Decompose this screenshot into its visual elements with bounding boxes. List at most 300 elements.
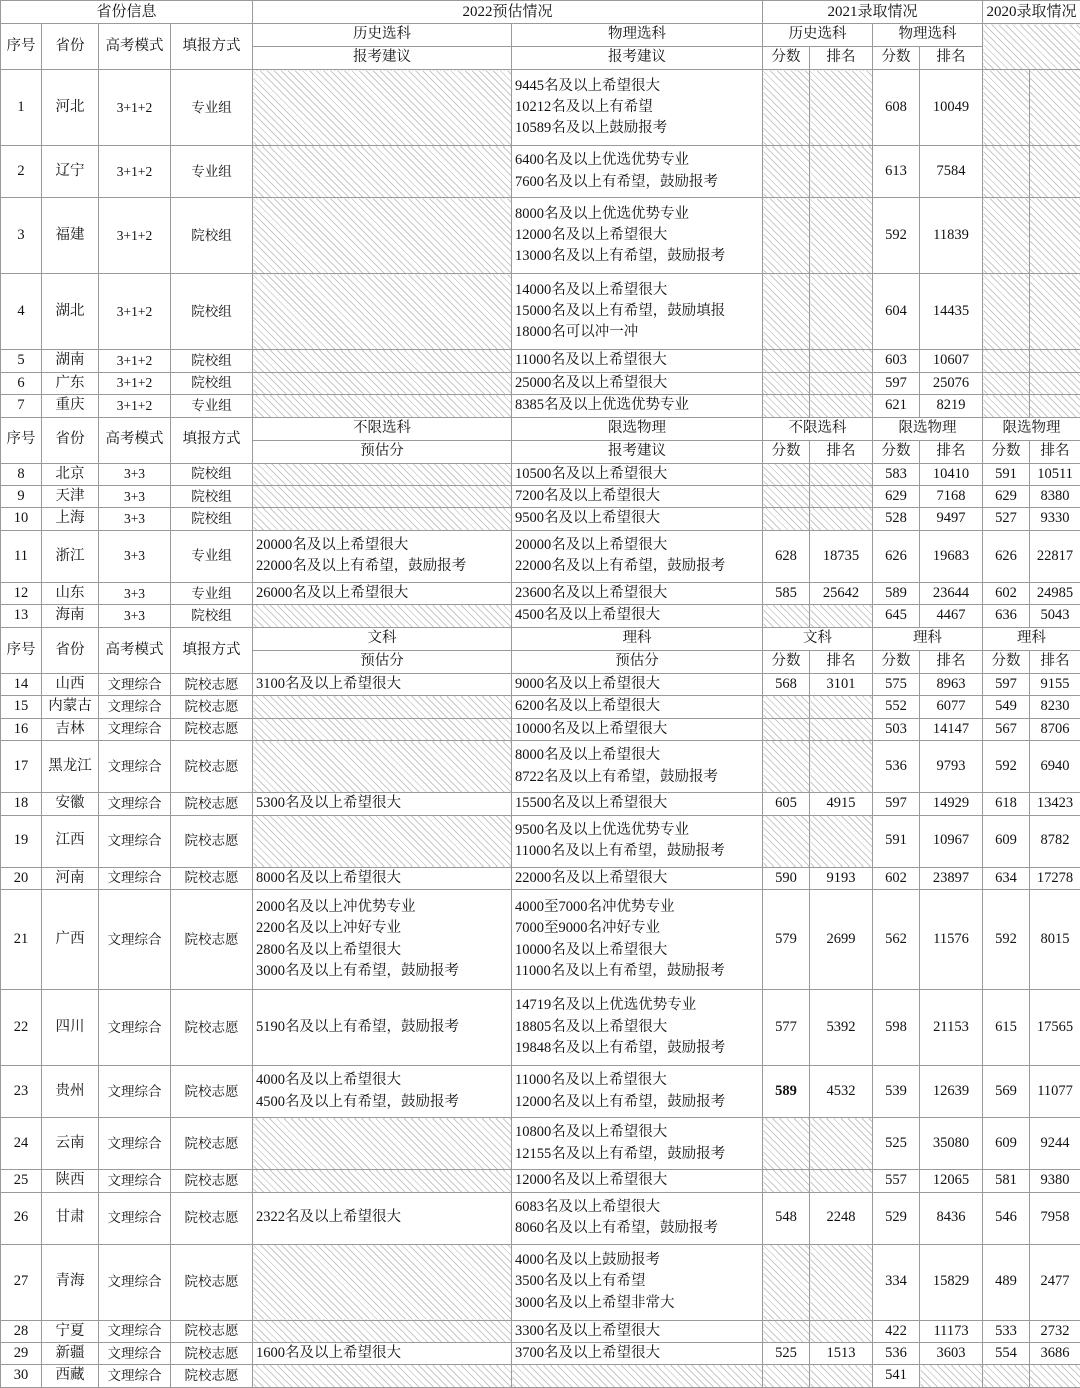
cell-2021-left-rank[interactable] — [810, 1170, 873, 1192]
cell-index[interactable]: 29 — [1, 1342, 42, 1364]
cell-estimate-left[interactable] — [253, 274, 512, 350]
cell-estimate-right[interactable] — [512, 395, 763, 417]
cell-estimate-left[interactable] — [253, 673, 512, 695]
cell-estimate-left[interactable] — [253, 530, 512, 582]
table-row[interactable] — [1, 1342, 1080, 1364]
cell-2021-right-rank[interactable]: 8219 — [920, 395, 983, 417]
cell-index[interactable]: 5 — [1, 350, 42, 372]
cell-2021-right-rank[interactable]: 19683 — [920, 530, 983, 582]
cell-2021-right-rank[interactable]: 11173 — [920, 1320, 983, 1342]
cell-estimate-right[interactable] — [512, 1192, 763, 1244]
cell-province[interactable]: 青海 — [42, 1244, 99, 1320]
cell-2021-right-score[interactable]: 334 — [873, 1244, 920, 1320]
cell-gaokao-mode[interactable]: 3+1+2 — [99, 274, 171, 350]
cell-2021-left-score[interactable] — [763, 372, 810, 394]
cell-2021-right-score[interactable]: 629 — [873, 486, 920, 508]
table-row[interactable] — [1, 741, 1080, 793]
cell-apply-mode[interactable]: 院校组 — [171, 508, 253, 530]
cell-index[interactable]: 17 — [1, 741, 42, 793]
cell-2020-rank[interactable] — [1030, 350, 1080, 372]
cell-index[interactable]: 18 — [1, 793, 42, 815]
cell-2021-left-score[interactable] — [763, 718, 810, 740]
cell-estimate-right[interactable] — [512, 990, 763, 1066]
cell-estimate-left[interactable] — [253, 1170, 512, 1192]
cell-2020-score[interactable]: 629 — [983, 486, 1030, 508]
cell-index[interactable]: 20 — [1, 867, 42, 889]
table-row[interactable] — [1, 718, 1080, 740]
cell-2020-score[interactable]: 602 — [983, 582, 1030, 604]
cell-2021-right-score[interactable]: 597 — [873, 372, 920, 394]
cell-2021-right-score[interactable]: 604 — [873, 274, 920, 350]
cell-index[interactable]: 14 — [1, 673, 42, 695]
cell-estimate-left[interactable] — [253, 395, 512, 417]
cell-index[interactable]: 27 — [1, 1244, 42, 1320]
cell-province[interactable]: 内蒙古 — [42, 696, 99, 718]
cell-2021-right-score[interactable]: 557 — [873, 1170, 920, 1192]
cell-estimate-right[interactable] — [512, 1320, 763, 1342]
cell-2021-right-rank[interactable]: 12065 — [920, 1170, 983, 1192]
cell-province[interactable]: 陕西 — [42, 1170, 99, 1192]
cell-apply-mode[interactable]: 院校志愿 — [171, 673, 253, 695]
cell-2021-right-rank[interactable]: 12639 — [920, 1066, 983, 1118]
cell-estimate-left[interactable] — [253, 793, 512, 815]
cell-2020-rank[interactable]: 7958 — [1030, 1192, 1080, 1244]
cell-province[interactable]: 四川 — [42, 990, 99, 1066]
cell-estimate-right[interactable] — [512, 673, 763, 695]
table-row[interactable] — [1, 1170, 1080, 1192]
cell-estimate-right[interactable] — [512, 1118, 763, 1170]
cell-2020-rank[interactable]: 6940 — [1030, 741, 1080, 793]
cell-2020-score[interactable]: 546 — [983, 1192, 1030, 1244]
cell-estimate-right[interactable] — [512, 1170, 763, 1192]
cell-estimate-left[interactable] — [253, 815, 512, 867]
cell-2020-rank[interactable]: 8782 — [1030, 815, 1080, 867]
table-row[interactable] — [1, 867, 1080, 889]
cell-2020-rank[interactable] — [1030, 1365, 1080, 1387]
cell-2021-left-score[interactable] — [763, 1365, 810, 1387]
cell-estimate-left[interactable] — [253, 1320, 512, 1342]
cell-gaokao-mode[interactable]: 文理综合 — [99, 890, 171, 990]
cell-estimate-left[interactable] — [253, 1244, 512, 1320]
cell-2021-right-score[interactable]: 589 — [873, 582, 920, 604]
cell-gaokao-mode[interactable]: 3+3 — [99, 605, 171, 627]
cell-estimate-left[interactable] — [253, 146, 512, 198]
cell-2021-right-score[interactable]: 528 — [873, 508, 920, 530]
cell-province[interactable]: 山西 — [42, 673, 99, 695]
cell-2020-rank[interactable]: 10511 — [1030, 463, 1080, 485]
cell-gaokao-mode[interactable]: 3+1+2 — [99, 198, 171, 274]
table-row[interactable] — [1, 1192, 1080, 1244]
cell-2021-left-score[interactable] — [763, 1118, 810, 1170]
cell-gaokao-mode[interactable]: 文理综合 — [99, 1320, 171, 1342]
cell-2021-right-score[interactable]: 539 — [873, 1066, 920, 1118]
cell-province[interactable]: 天津 — [42, 486, 99, 508]
cell-estimate-left[interactable] — [253, 198, 512, 274]
cell-2021-left-score[interactable] — [763, 1244, 810, 1320]
cell-2021-right-rank[interactable]: 10607 — [920, 350, 983, 372]
cell-2020-score[interactable]: 592 — [983, 890, 1030, 990]
cell-2021-right-rank[interactable]: 7168 — [920, 486, 983, 508]
cell-2020-score[interactable] — [983, 70, 1030, 146]
cell-apply-mode[interactable]: 院校组 — [171, 274, 253, 350]
cell-2021-left-score[interactable] — [763, 198, 810, 274]
cell-2021-left-rank[interactable] — [810, 1118, 873, 1170]
cell-estimate-right[interactable] — [512, 1342, 763, 1364]
cell-apply-mode[interactable]: 专业组 — [171, 395, 253, 417]
cell-2021-left-score[interactable] — [763, 463, 810, 485]
cell-index[interactable]: 6 — [1, 372, 42, 394]
cell-apply-mode[interactable]: 院校志愿 — [171, 741, 253, 793]
cell-estimate-left[interactable] — [253, 1118, 512, 1170]
cell-gaokao-mode[interactable]: 文理综合 — [99, 1066, 171, 1118]
cell-2020-score[interactable]: 609 — [983, 1118, 1030, 1170]
cell-index[interactable]: 30 — [1, 1365, 42, 1387]
cell-estimate-right[interactable] — [512, 70, 763, 146]
table-row[interactable] — [1, 70, 1080, 146]
cell-province[interactable]: 河南 — [42, 867, 99, 889]
cell-estimate-left[interactable] — [253, 1342, 512, 1364]
cell-index[interactable]: 26 — [1, 1192, 42, 1244]
cell-2021-left-score[interactable] — [763, 70, 810, 146]
cell-2020-rank[interactable]: 17565 — [1030, 990, 1080, 1066]
cell-apply-mode[interactable]: 院校组 — [171, 198, 253, 274]
cell-2020-rank[interactable]: 2732 — [1030, 1320, 1080, 1342]
cell-index[interactable]: 22 — [1, 990, 42, 1066]
cell-index[interactable]: 12 — [1, 582, 42, 604]
cell-2020-score[interactable] — [983, 372, 1030, 394]
cell-province[interactable]: 上海 — [42, 508, 99, 530]
table-row[interactable] — [1, 1320, 1080, 1342]
cell-apply-mode[interactable]: 院校志愿 — [171, 696, 253, 718]
cell-estimate-right[interactable] — [512, 741, 763, 793]
cell-apply-mode[interactable]: 专业组 — [171, 70, 253, 146]
cell-estimate-right[interactable] — [512, 605, 763, 627]
table-row[interactable] — [1, 1365, 1080, 1387]
cell-apply-mode[interactable]: 院校志愿 — [171, 1342, 253, 1364]
cell-2021-left-rank[interactable]: 5392 — [810, 990, 873, 1066]
cell-estimate-left[interactable] — [253, 1066, 512, 1118]
cell-province[interactable]: 安徽 — [42, 793, 99, 815]
cell-province[interactable]: 重庆 — [42, 395, 99, 417]
cell-apply-mode[interactable]: 院校志愿 — [171, 815, 253, 867]
cell-index[interactable]: 15 — [1, 696, 42, 718]
cell-province[interactable]: 黑龙江 — [42, 741, 99, 793]
cell-2020-rank[interactable]: 13423 — [1030, 793, 1080, 815]
cell-gaokao-mode[interactable]: 3+3 — [99, 486, 171, 508]
cell-2020-rank[interactable]: 8706 — [1030, 718, 1080, 740]
cell-2021-right-rank[interactable]: 4467 — [920, 605, 983, 627]
cell-estimate-right[interactable] — [512, 793, 763, 815]
cell-2021-left-score[interactable]: 568 — [763, 673, 810, 695]
cell-province[interactable]: 新疆 — [42, 1342, 99, 1364]
cell-2021-right-score[interactable]: 541 — [873, 1365, 920, 1387]
table-row[interactable] — [1, 530, 1080, 582]
cell-2020-score[interactable]: 592 — [983, 741, 1030, 793]
cell-2020-rank[interactable]: 8015 — [1030, 890, 1080, 990]
cell-2021-left-score[interactable] — [763, 486, 810, 508]
cell-2021-left-rank[interactable] — [810, 70, 873, 146]
cell-2021-left-rank[interactable] — [810, 146, 873, 198]
cell-2021-right-score[interactable]: 536 — [873, 741, 920, 793]
cell-2020-score[interactable]: 591 — [983, 463, 1030, 485]
cell-province[interactable]: 北京 — [42, 463, 99, 485]
cell-gaokao-mode[interactable]: 3+3 — [99, 582, 171, 604]
cell-2021-right-score[interactable]: 626 — [873, 530, 920, 582]
cell-2020-rank[interactable]: 24985 — [1030, 582, 1080, 604]
cell-index[interactable]: 16 — [1, 718, 42, 740]
cell-2021-left-rank[interactable]: 1513 — [810, 1342, 873, 1364]
cell-gaokao-mode[interactable]: 3+1+2 — [99, 395, 171, 417]
cell-2020-score[interactable]: 581 — [983, 1170, 1030, 1192]
cell-index[interactable]: 13 — [1, 605, 42, 627]
cell-estimate-right[interactable] — [512, 718, 763, 740]
cell-province[interactable]: 山东 — [42, 582, 99, 604]
cell-apply-mode[interactable]: 院校志愿 — [171, 867, 253, 889]
cell-2021-right-rank[interactable]: 7584 — [920, 146, 983, 198]
cell-2020-score[interactable]: 533 — [983, 1320, 1030, 1342]
cell-2021-right-score[interactable]: 645 — [873, 605, 920, 627]
cell-province[interactable]: 河北 — [42, 70, 99, 146]
cell-2021-left-score[interactable] — [763, 508, 810, 530]
cell-2021-right-score[interactable]: 583 — [873, 463, 920, 485]
table-row[interactable] — [1, 372, 1080, 394]
cell-gaokao-mode[interactable]: 文理综合 — [99, 1342, 171, 1364]
table-row[interactable] — [1, 1066, 1080, 1118]
cell-2021-right-score[interactable]: 602 — [873, 867, 920, 889]
cell-gaokao-mode[interactable]: 文理综合 — [99, 741, 171, 793]
cell-2021-left-score[interactable]: 579 — [763, 890, 810, 990]
cell-apply-mode[interactable]: 专业组 — [171, 146, 253, 198]
cell-estimate-left[interactable] — [253, 867, 512, 889]
cell-2020-rank[interactable]: 2477 — [1030, 1244, 1080, 1320]
cell-2021-left-rank[interactable]: 2248 — [810, 1192, 873, 1244]
cell-estimate-right[interactable] — [512, 1365, 763, 1387]
cell-gaokao-mode[interactable]: 文理综合 — [99, 718, 171, 740]
cell-2021-left-rank[interactable]: 25642 — [810, 582, 873, 604]
cell-index[interactable]: 25 — [1, 1170, 42, 1192]
cell-2021-left-rank[interactable]: 4532 — [810, 1066, 873, 1118]
cell-estimate-left[interactable] — [253, 582, 512, 604]
cell-province[interactable]: 福建 — [42, 198, 99, 274]
cell-estimate-right[interactable] — [512, 890, 763, 990]
cell-2021-right-rank[interactable]: 23897 — [920, 867, 983, 889]
cell-2021-right-rank[interactable]: 9793 — [920, 741, 983, 793]
cell-province[interactable]: 甘肃 — [42, 1192, 99, 1244]
cell-province[interactable]: 云南 — [42, 1118, 99, 1170]
cell-2020-score[interactable]: 549 — [983, 696, 1030, 718]
cell-2021-left-rank[interactable]: 2699 — [810, 890, 873, 990]
cell-2021-right-rank[interactable]: 14147 — [920, 718, 983, 740]
cell-2021-right-score[interactable]: 503 — [873, 718, 920, 740]
cell-2021-right-rank[interactable]: 9497 — [920, 508, 983, 530]
cell-index[interactable]: 10 — [1, 508, 42, 530]
cell-2021-left-rank[interactable] — [810, 696, 873, 718]
cell-province[interactable]: 宁夏 — [42, 1320, 99, 1342]
cell-2020-rank[interactable]: 17278 — [1030, 867, 1080, 889]
cell-province[interactable]: 浙江 — [42, 530, 99, 582]
table-row[interactable] — [1, 395, 1080, 417]
cell-estimate-left[interactable] — [253, 741, 512, 793]
cell-2021-left-score[interactable]: 589 — [763, 1066, 810, 1118]
cell-index[interactable]: 11 — [1, 530, 42, 582]
cell-2020-rank[interactable] — [1030, 146, 1080, 198]
cell-2021-right-score[interactable]: 575 — [873, 673, 920, 695]
cell-estimate-left[interactable] — [253, 696, 512, 718]
cell-apply-mode[interactable]: 院校志愿 — [171, 1170, 253, 1192]
cell-gaokao-mode[interactable]: 文理综合 — [99, 793, 171, 815]
cell-2021-left-score[interactable] — [763, 741, 810, 793]
cell-2021-left-score[interactable] — [763, 1320, 810, 1342]
cell-apply-mode[interactable]: 院校志愿 — [171, 1320, 253, 1342]
cell-2021-left-score[interactable]: 590 — [763, 867, 810, 889]
cell-province[interactable]: 西藏 — [42, 1365, 99, 1387]
cell-apply-mode[interactable]: 院校志愿 — [171, 890, 253, 990]
cell-gaokao-mode[interactable]: 文理综合 — [99, 1244, 171, 1320]
cell-province[interactable]: 广西 — [42, 890, 99, 990]
cell-2021-left-score[interactable] — [763, 696, 810, 718]
cell-index[interactable]: 24 — [1, 1118, 42, 1170]
cell-estimate-left[interactable] — [253, 890, 512, 990]
cell-2021-right-rank[interactable]: 3603 — [920, 1342, 983, 1364]
cell-2021-left-score[interactable] — [763, 605, 810, 627]
cell-gaokao-mode[interactable]: 文理综合 — [99, 696, 171, 718]
cell-2021-right-score[interactable]: 422 — [873, 1320, 920, 1342]
cell-2021-right-rank[interactable]: 14435 — [920, 274, 983, 350]
table-row[interactable] — [1, 508, 1080, 530]
cell-2020-rank[interactable] — [1030, 395, 1080, 417]
cell-2020-rank[interactable]: 9155 — [1030, 673, 1080, 695]
table-row[interactable] — [1, 696, 1080, 718]
cell-2021-left-rank[interactable] — [810, 198, 873, 274]
cell-2020-score[interactable]: 554 — [983, 1342, 1030, 1364]
cell-index[interactable]: 7 — [1, 395, 42, 417]
cell-2021-right-score[interactable]: 613 — [873, 146, 920, 198]
cell-2021-left-score[interactable] — [763, 350, 810, 372]
table-row[interactable] — [1, 198, 1080, 274]
cell-apply-mode[interactable]: 院校志愿 — [171, 990, 253, 1066]
cell-estimate-left[interactable] — [253, 508, 512, 530]
cell-2021-right-score[interactable]: 525 — [873, 1118, 920, 1170]
cell-2020-score[interactable]: 567 — [983, 718, 1030, 740]
cell-estimate-left[interactable] — [253, 463, 512, 485]
cell-gaokao-mode[interactable]: 3+1+2 — [99, 350, 171, 372]
cell-index[interactable]: 28 — [1, 1320, 42, 1342]
table-row[interactable] — [1, 486, 1080, 508]
cell-estimate-left[interactable] — [253, 990, 512, 1066]
cell-estimate-left[interactable] — [253, 1192, 512, 1244]
cell-2020-rank[interactable] — [1030, 274, 1080, 350]
cell-2021-left-score[interactable] — [763, 395, 810, 417]
table-row[interactable] — [1, 146, 1080, 198]
cell-estimate-left[interactable] — [253, 718, 512, 740]
table-row[interactable] — [1, 1244, 1080, 1320]
cell-2021-left-rank[interactable] — [810, 815, 873, 867]
cell-2021-left-rank[interactable] — [810, 1244, 873, 1320]
cell-2021-left-rank[interactable] — [810, 274, 873, 350]
cell-gaokao-mode[interactable]: 3+1+2 — [99, 372, 171, 394]
cell-2021-left-score[interactable]: 577 — [763, 990, 810, 1066]
cell-estimate-left[interactable] — [253, 605, 512, 627]
cell-gaokao-mode[interactable]: 3+3 — [99, 508, 171, 530]
cell-estimate-right[interactable] — [512, 1066, 763, 1118]
cell-index[interactable]: 23 — [1, 1066, 42, 1118]
cell-2020-score[interactable]: 634 — [983, 867, 1030, 889]
cell-2021-right-score[interactable]: 603 — [873, 350, 920, 372]
cell-estimate-right[interactable] — [512, 274, 763, 350]
cell-2021-left-rank[interactable] — [810, 605, 873, 627]
cell-2020-rank[interactable]: 9244 — [1030, 1118, 1080, 1170]
table-row[interactable] — [1, 990, 1080, 1066]
table-row[interactable] — [1, 1118, 1080, 1170]
cell-2021-left-score[interactable]: 605 — [763, 793, 810, 815]
cell-apply-mode[interactable]: 专业组 — [171, 582, 253, 604]
cell-2021-left-score[interactable] — [763, 1170, 810, 1192]
cell-2021-left-score[interactable]: 548 — [763, 1192, 810, 1244]
cell-2021-right-rank[interactable]: 10049 — [920, 70, 983, 146]
cell-2021-right-score[interactable]: 562 — [873, 890, 920, 990]
cell-2021-right-score[interactable]: 536 — [873, 1342, 920, 1364]
cell-2021-left-score[interactable]: 525 — [763, 1342, 810, 1364]
cell-2020-score[interactable] — [983, 274, 1030, 350]
cell-province[interactable]: 湖北 — [42, 274, 99, 350]
cell-province[interactable]: 湖南 — [42, 350, 99, 372]
cell-estimate-right[interactable] — [512, 582, 763, 604]
cell-apply-mode[interactable]: 院校志愿 — [171, 718, 253, 740]
table-row[interactable] — [1, 605, 1080, 627]
cell-2020-score[interactable] — [983, 198, 1030, 274]
cell-2020-rank[interactable] — [1030, 198, 1080, 274]
cell-2021-right-rank[interactable]: 23644 — [920, 582, 983, 604]
cell-2020-rank[interactable]: 5043 — [1030, 605, 1080, 627]
cell-2020-score[interactable]: 597 — [983, 673, 1030, 695]
cell-gaokao-mode[interactable]: 3+3 — [99, 463, 171, 485]
cell-2020-score[interactable]: 489 — [983, 1244, 1030, 1320]
cell-apply-mode[interactable]: 院校组 — [171, 486, 253, 508]
cell-2021-left-rank[interactable] — [810, 486, 873, 508]
cell-province[interactable]: 江西 — [42, 815, 99, 867]
cell-province[interactable]: 广东 — [42, 372, 99, 394]
cell-2020-score[interactable]: 569 — [983, 1066, 1030, 1118]
cell-apply-mode[interactable]: 院校组 — [171, 372, 253, 394]
cell-estimate-left[interactable] — [253, 372, 512, 394]
cell-2021-right-rank[interactable]: 11839 — [920, 198, 983, 274]
cell-2021-right-rank[interactable]: 35080 — [920, 1118, 983, 1170]
cell-2021-right-rank[interactable]: 10967 — [920, 815, 983, 867]
cell-apply-mode[interactable]: 专业组 — [171, 530, 253, 582]
cell-2020-score[interactable]: 609 — [983, 815, 1030, 867]
cell-index[interactable]: 19 — [1, 815, 42, 867]
cell-index[interactable]: 1 — [1, 70, 42, 146]
cell-2020-score[interactable]: 527 — [983, 508, 1030, 530]
cell-index[interactable]: 8 — [1, 463, 42, 485]
cell-2021-left-score[interactable]: 585 — [763, 582, 810, 604]
table-row[interactable] — [1, 890, 1080, 990]
cell-2021-right-score[interactable]: 621 — [873, 395, 920, 417]
cell-index[interactable]: 4 — [1, 274, 42, 350]
table-row[interactable] — [1, 673, 1080, 695]
cell-2021-right-rank[interactable]: 10410 — [920, 463, 983, 485]
cell-apply-mode[interactable]: 院校志愿 — [171, 1066, 253, 1118]
cell-estimate-right[interactable] — [512, 350, 763, 372]
cell-estimate-left[interactable] — [253, 70, 512, 146]
cell-estimate-right[interactable] — [512, 463, 763, 485]
cell-2021-right-score[interactable]: 591 — [873, 815, 920, 867]
cell-estimate-right[interactable] — [512, 696, 763, 718]
cell-gaokao-mode[interactable]: 文理综合 — [99, 990, 171, 1066]
cell-2021-left-rank[interactable] — [810, 395, 873, 417]
cell-2021-right-score[interactable]: 552 — [873, 696, 920, 718]
cell-2020-score[interactable] — [983, 1365, 1030, 1387]
